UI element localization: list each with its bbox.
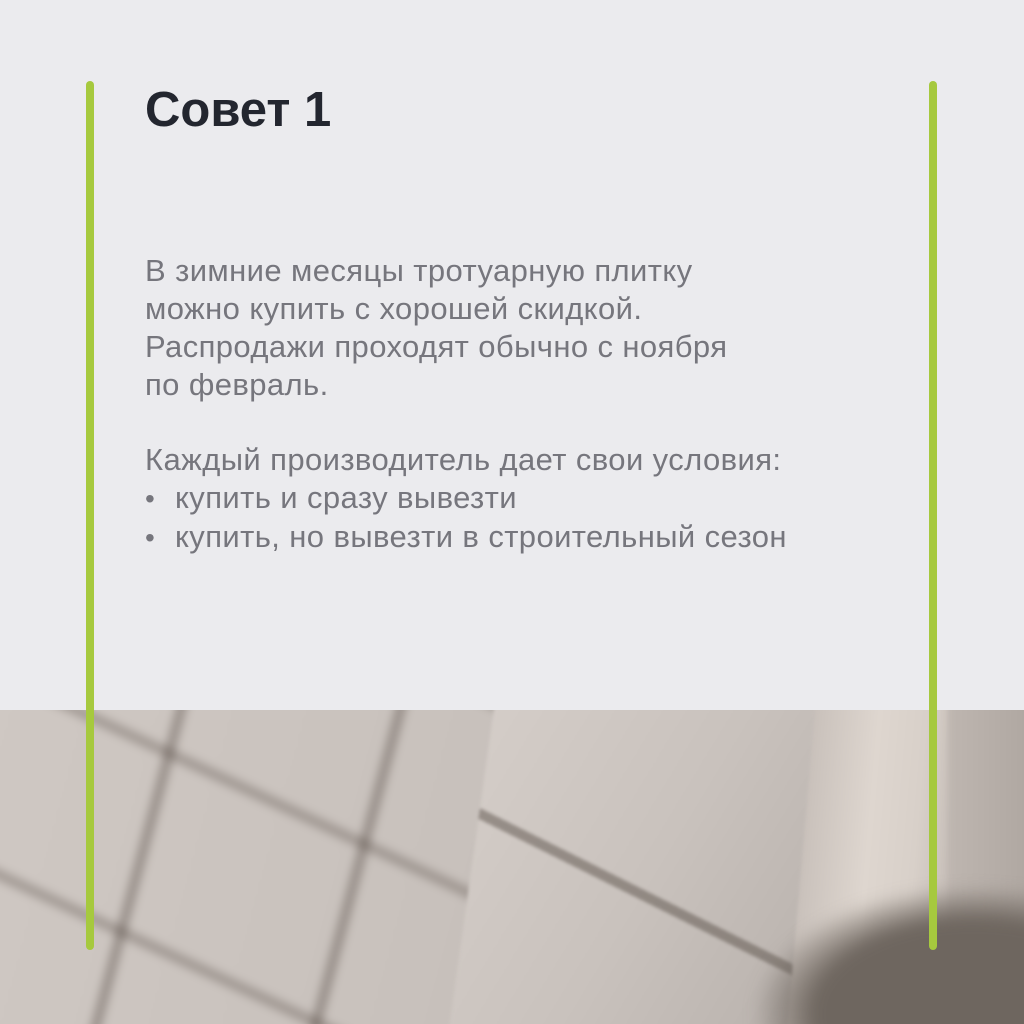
body-line: по февраль. [145,367,329,402]
bullet-item [145,518,905,557]
bullet-marker: • [145,483,156,514]
bullet-marker: • [145,522,156,553]
bullet-item [145,479,905,518]
card-body [145,252,905,557]
right-accent-line [929,81,937,950]
body-line: Распродажи проходят обычно с ноября [145,329,728,364]
bullet-text: купить, но вывезти в строительный сезон [175,519,787,554]
left-accent-line [86,81,94,950]
body-line: В зимние месяцы тротуарную плитку [145,253,693,288]
bullet-text: купить и сразу вывезти [175,480,517,515]
paragraph-1 [145,252,905,404]
card-title: Совет 1 [145,83,332,137]
photo-dark-rubble-corner [750,884,1024,1024]
paving-blocks-photo [0,710,1024,1024]
body-line: Каждый производитель дает свои условия: [145,442,782,477]
body-line: можно купить с хорошей скидкой. [145,291,643,326]
paragraph-2 [145,441,905,557]
